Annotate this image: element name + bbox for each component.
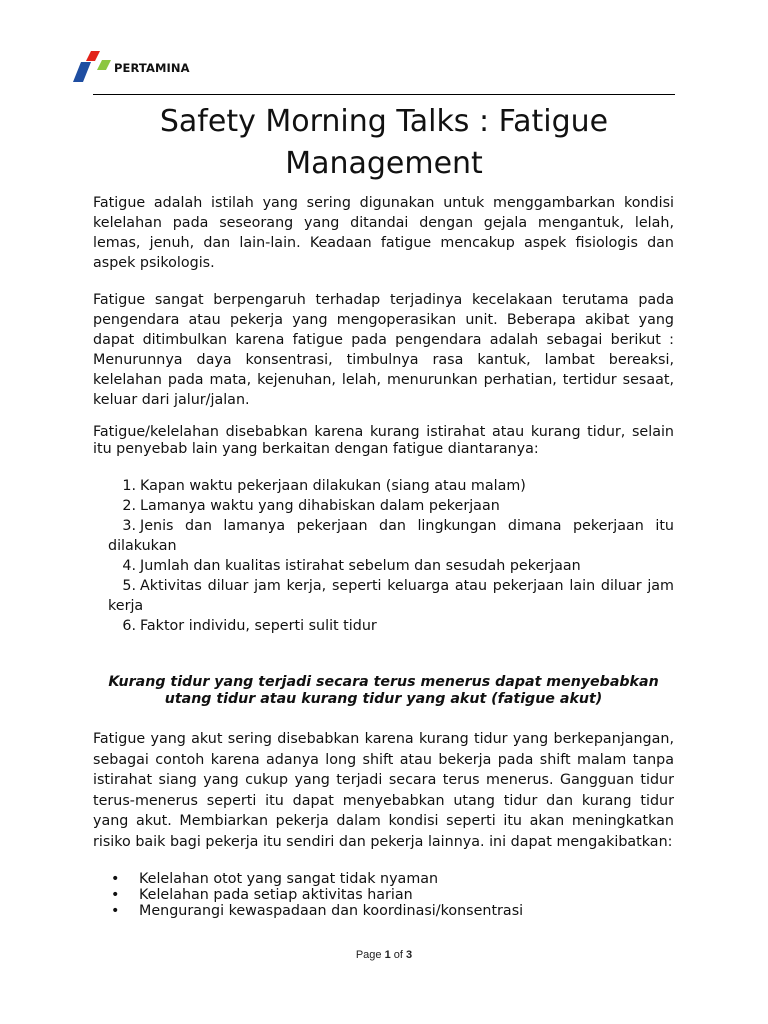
- pertamina-logo-icon: [72, 48, 112, 84]
- page-total: 3: [406, 949, 413, 961]
- list-item: 6. Faktor individu, seperti sulit tidur: [122, 618, 377, 634]
- paragraph-causes: Fatigue/kelelahan disebabkan karena kurang istirahat atau kurang tidur, selain itu penyebab lain yang berkaitan dengan fatigue diantaranya:: [93, 424, 674, 457]
- pertamina-logo: [72, 48, 202, 84]
- of-word: of: [393, 949, 403, 961]
- bullet-icon: •: [111, 903, 120, 919]
- effects-list: [93, 871, 674, 919]
- page-footer: [0, 949, 768, 961]
- paragraph-effects: Fatigue sangat berpengaruh terhadap terjadinya kecelakaan terutama pada pengendara atau pekerja yang mengoperasikan unit. Beberapa akibat yang dapat ditimbulkan karena fatigue pada pengendara adalah sebagai berikut : Menurunnya daya konsentrasi, timbulnya rasa kantuk, lambat bereaksi, kelelahan pada mata, kejenuhan, lelah, menurunkan perhatian, tertidur sesaat, keluar dari jalur/jalan.: [93, 292, 674, 408]
- page-word: Page: [355, 949, 382, 961]
- paragraph-acute-fatigue: Fatigue yang akut sering disebabkan karena kurang tidur yang berkepanjangan, sebagai contoh karena adanya long shift atau bekerja pada shift malam tanpa istirahat siang yang cukup yang terjadi secara terus menerus. Gangguan tidur terus-menerus seperti itu dapat menyebabkan utang tidur dan kurang tidur yang akut. Membiarkan pekerja dalam kondisi seperti itu akan meningkatkan risiko baik bagi pekerja itu sendiri dan pekerja lainnya. ini dapat mengakibatkan:: [93, 731, 674, 850]
- list-item: 4. Jumlah dan kualitas istirahat sebelum dan sesudah pekerjaan: [122, 558, 581, 574]
- subheading: Kurang tidur yang terjadi secara terus menerus dapat menyebabkan utang tidur atau kurang tidur yang akut (fatigue akut): [108, 674, 659, 707]
- bullet-icon: •: [111, 887, 120, 903]
- list-item: 5. Aktivitas diluar jam kerja, seperti keluarga atau pekerjaan lain diluar jam kerja: [108, 578, 674, 614]
- header-divider: [93, 94, 675, 95]
- list-item: 2. Lamanya waktu yang dihabiskan dalam pekerjaan: [122, 498, 500, 514]
- page-title: Safety Morning Talks : Fatigue Management: [159, 104, 609, 181]
- list-item: 3. Jenis dan lamanya pekerjaan dan lingkungan dimana pekerjaan itu dilakukan: [108, 518, 674, 554]
- paragraph-intro: Fatigue adalah istilah yang sering digunakan untuk menggambarkan kondisi kelelahan pada seseorang yang ditandai dengan gejala mengantuk, lelah, lemas, jenuh, dan lain-lain. Keadaan fatigue mencakup aspek fisiologis dan aspek psikologis.: [93, 195, 674, 271]
- list-item: 1. Kapan waktu pekerjaan dilakukan (siang atau malam): [122, 478, 526, 494]
- page-number: 1: [384, 949, 391, 961]
- list-item: • Kelelahan otot yang sangat tidak nyaman: [111, 871, 439, 887]
- logo-text: PERTAMINA: [114, 61, 190, 75]
- document-body: [93, 193, 674, 919]
- bullet-icon: •: [111, 871, 120, 887]
- causes-list: [93, 476, 674, 636]
- list-item: • Mengurangi kewaspadaan dan koordinasi/konsentrasi: [111, 903, 524, 919]
- list-item: • Kelelahan pada setiap aktivitas harian: [111, 887, 413, 903]
